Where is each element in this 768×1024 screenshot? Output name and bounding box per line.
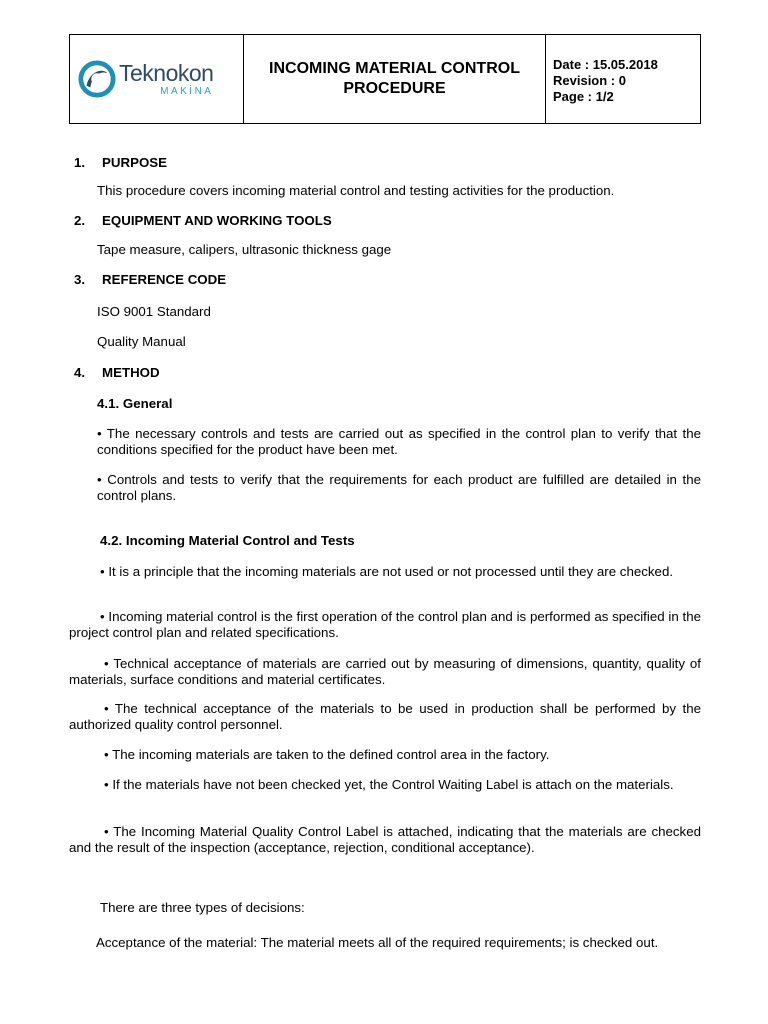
section-title: REFERENCE CODE [102,272,227,287]
title-line-2: PROCEDURE [343,80,446,97]
reference-item: Quality Manual [97,334,186,349]
incoming-bullet: • Incoming material control is the first operation of the control plan and is performed as specified in the project control plan and related specifications. [69,609,701,640]
incoming-bullet: • The technical acceptance of the materials to be used in production shall be performed by the authorized quality control personnel. [69,701,701,732]
document-header [69,34,701,124]
page-field: Page : 1/2 [553,89,614,104]
general-bullet: • Controls and tests to verify that the requirements for each product are fulfilled are detailed in the control plans. [97,472,701,503]
section-number: 4. [74,365,86,380]
title-line-1: INCOMING MATERIAL CONTROL [269,60,520,77]
incoming-bullet: • Technical acceptance of materials are carried out by measuring of dimensions, quantity, quality of materials, surface conditions and material certificates. [69,656,701,687]
section-method-heading [74,365,160,381]
company-logo [70,35,244,123]
incoming-bullet: • If the materials have not been checked yet, the Control Waiting Label is attach on the materials. [104,777,674,792]
document-meta [546,35,700,123]
incoming-bullet: • The Incoming Material Quality Control Label is attached, indicating that the materials are checked and the result of the inspection (acceptance, rejection, conditional acceptance). [69,824,701,855]
section-title: PURPOSE [102,155,168,170]
section-reference-heading [74,272,226,288]
section-number: 1. [74,155,86,170]
teknokon-logo-icon [78,60,116,98]
decisions-intro: There are three types of decisions: [100,900,305,915]
logo-subtitle: MAKİNA [160,85,214,97]
general-bullet: • The necessary controls and tests are carried out as specified in the control plan to verify that the conditions specified for the product have been met. [97,426,701,457]
section-number: 3. [74,272,86,287]
subsection-general-title: 4.1. General [97,396,173,411]
section-purpose-heading [74,155,167,171]
reference-item: ISO 9001 Standard [97,304,211,319]
section-number: 2. [74,213,86,228]
date-field: Date : 15.05.2018 [553,57,658,72]
section-title: EQUIPMENT AND WORKING TOOLS [102,213,332,228]
decision-acceptance: Acceptance of the material: The material meets all of the required requirements; is checked out. [96,935,659,950]
subsection-incoming-title: 4.2. Incoming Material Control and Tests [100,533,355,548]
incoming-bullet: • It is a principle that the incoming materials are not used or not processed until they are checked. [100,564,674,579]
section-equipment-heading [74,213,332,229]
revision-field: Revision : 0 [553,73,626,88]
equipment-text: Tape measure, calipers, ultrasonic thickness gage [97,242,392,257]
purpose-text: This procedure covers incoming material control and testing activities for the production. [97,183,615,198]
section-title: METHOD [102,365,160,380]
logo-brand: Teknokon [119,59,214,86]
document-title [244,35,546,123]
incoming-bullet: • The incoming materials are taken to the defined control area in the factory. [104,747,550,762]
